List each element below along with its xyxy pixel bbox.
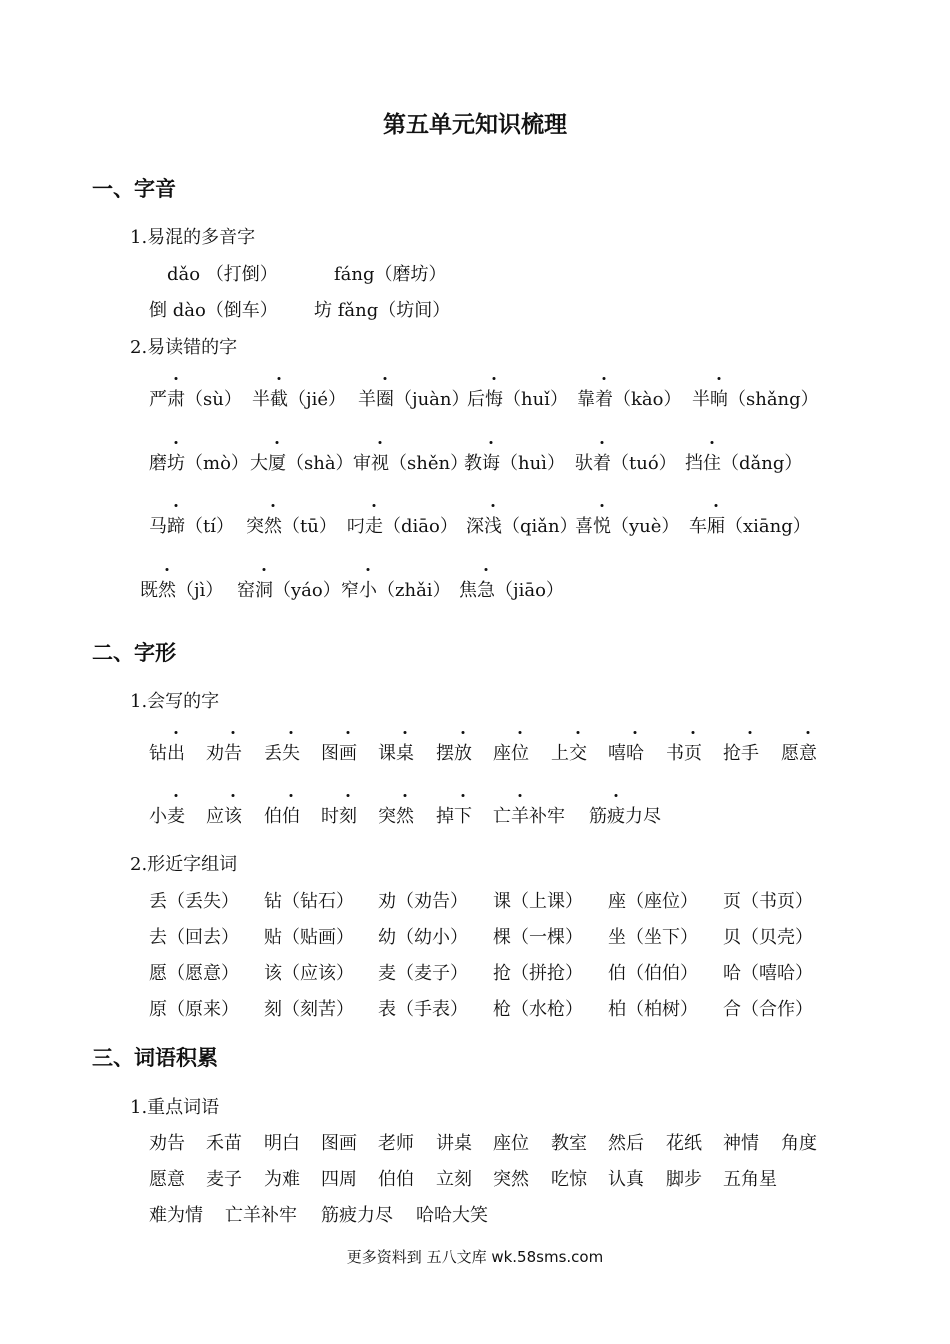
emphasis-dot-icon <box>175 441 178 444</box>
list-item: 喜悦（yuè） <box>575 512 679 538</box>
emphasis-dot-icon <box>404 731 407 734</box>
list-item: 丢（丢失） <box>149 891 239 912</box>
emphasis-dot-icon <box>749 731 752 734</box>
list-item: 劝告 <box>206 739 242 765</box>
emphasis-dot-icon <box>493 377 496 380</box>
list-item: 嘻哈 <box>608 739 644 765</box>
list-item: 驮着（tuó） <box>575 449 677 475</box>
emphasis-dot-icon <box>718 377 721 380</box>
list-item: 五角星 <box>723 1169 777 1190</box>
list-item: 丢失 <box>264 739 300 765</box>
list-item: 伯伯 <box>378 1169 414 1190</box>
list-item: 坐（坐下） <box>608 927 698 948</box>
list-item: 审视（shěn） <box>353 449 468 475</box>
list-item: 教室 <box>551 1133 587 1154</box>
emphasis-dot-icon <box>462 794 465 797</box>
emphasis-dot-icon <box>263 568 266 571</box>
list-item: 立刻 <box>436 1169 472 1190</box>
section-heading-vocab: 三、词语积累 <box>92 1046 218 1070</box>
list-item: 书页 <box>666 739 702 765</box>
emphasis-dot-icon <box>519 731 522 734</box>
footer-source: 更多资料到 五八文库 wk.58sms.com <box>346 1248 604 1266</box>
emphasis-dot-icon <box>232 794 235 797</box>
list-item: 叼走（diāo） <box>347 512 458 538</box>
emphasis-dot-icon <box>384 377 387 380</box>
list-item: 筋疲力尽 <box>321 1205 393 1226</box>
list-item: 上交 <box>551 739 587 765</box>
list-item: 为难 <box>264 1169 300 1190</box>
polyphonic-dao-1: dǎo （打倒） <box>167 264 278 285</box>
subheading-similar: 2.形近字组词 <box>130 854 238 875</box>
list-item: 认真 <box>608 1169 644 1190</box>
list-item: 抢手 <box>723 739 759 765</box>
list-item: 原（原来） <box>149 999 239 1020</box>
list-item: 表（手表） <box>378 999 468 1020</box>
list-item: 哈哈大笑 <box>416 1205 488 1226</box>
list-item: 花纸 <box>666 1133 702 1154</box>
list-item: 枪（水枪） <box>493 999 583 1020</box>
emphasis-dot-icon <box>711 441 714 444</box>
emphasis-dot-icon <box>373 504 376 507</box>
emphasis-dot-icon <box>367 568 370 571</box>
list-item: 吃惊 <box>551 1169 587 1190</box>
emphasis-dot-icon <box>175 504 178 507</box>
list-item: 挡住（dǎng） <box>685 449 802 475</box>
list-item: 窄小（zhǎi） <box>341 576 451 602</box>
subheading-key-words: 1.重点词语 <box>130 1097 220 1118</box>
list-item: 幼（幼小） <box>378 927 468 948</box>
list-item: 窑洞（yáo） <box>237 576 341 602</box>
list-item: 筋疲力尽 <box>589 802 661 828</box>
emphasis-dot-icon <box>272 504 275 507</box>
emphasis-dot-icon <box>807 731 810 734</box>
list-item: 伯伯 <box>264 802 300 828</box>
emphasis-dot-icon <box>519 794 522 797</box>
page-title: 第五单元知识梳理 <box>383 112 567 138</box>
list-item: 去（回去） <box>149 927 239 948</box>
list-item: 大厦（shà） <box>250 449 354 475</box>
list-item: 车厢（xiāng） <box>689 512 811 538</box>
list-item: 劝（劝告） <box>378 891 468 912</box>
list-item: 课桌 <box>378 739 414 765</box>
polyphonic-dao-2: 倒 dào（倒车） <box>149 300 278 321</box>
list-item: 神情 <box>723 1133 759 1154</box>
list-item: 既然（jì） <box>140 576 223 602</box>
list-item: 座位 <box>493 739 529 765</box>
list-item: 刻（刻苦） <box>264 999 354 1020</box>
subheading-polyphonic: 1.易混的多音字 <box>130 227 256 248</box>
list-item: 后悔（huǐ） <box>467 385 568 411</box>
list-item: 座（座位） <box>608 891 698 912</box>
subheading-writable: 1.会写的字 <box>130 691 220 712</box>
list-item: 明白 <box>264 1133 300 1154</box>
subheading-misread: 2.易读错的字 <box>130 337 238 358</box>
emphasis-dot-icon <box>490 441 493 444</box>
list-item: 亡羊补牢 <box>225 1205 297 1226</box>
list-item: 羊圈（juàn） <box>358 385 470 411</box>
emphasis-dot-icon <box>175 794 178 797</box>
list-item: 然后 <box>608 1133 644 1154</box>
emphasis-dot-icon <box>347 794 350 797</box>
emphasis-dot-icon <box>715 504 718 507</box>
list-item: 禾苗 <box>206 1133 242 1154</box>
list-item: 劝告 <box>149 1133 185 1154</box>
list-item: 图画 <box>321 739 357 765</box>
list-item: 钻（钻石） <box>264 891 354 912</box>
emphasis-dot-icon <box>615 794 618 797</box>
list-item: 磨坊（mò） <box>149 449 249 475</box>
list-item: 亡羊补牢 <box>493 802 565 828</box>
emphasis-dot-icon <box>290 794 293 797</box>
list-item: 愿（愿意） <box>149 963 239 984</box>
list-item: 页（书页） <box>723 891 813 912</box>
list-item: 合（合作） <box>723 999 813 1020</box>
list-item: 深浅（qiǎn） <box>466 512 578 538</box>
list-item: 老师 <box>378 1133 414 1154</box>
emphasis-dot-icon <box>485 568 488 571</box>
list-item: 时刻 <box>321 802 357 828</box>
list-item: 麦（麦子） <box>378 963 468 984</box>
list-item: 课（上课） <box>493 891 583 912</box>
list-item: 图画 <box>321 1133 357 1154</box>
list-item: 钻出 <box>149 739 185 765</box>
emphasis-dot-icon <box>166 568 169 571</box>
emphasis-dot-icon <box>692 731 695 734</box>
emphasis-dot-icon <box>634 731 637 734</box>
list-item: 半晌（shǎng） <box>692 385 819 411</box>
list-item: 讲桌 <box>436 1133 472 1154</box>
list-item: 贝（贝壳） <box>723 927 813 948</box>
emphasis-dot-icon <box>462 731 465 734</box>
list-item: 抢（拼抢） <box>493 963 583 984</box>
list-item: 突然 <box>378 802 414 828</box>
emphasis-dot-icon <box>278 377 281 380</box>
section-heading-form: 二、字形 <box>92 641 176 665</box>
emphasis-dot-icon <box>577 731 580 734</box>
list-item: 突然 <box>493 1169 529 1190</box>
emphasis-dot-icon <box>603 377 606 380</box>
list-item: 突然（tū） <box>246 512 337 538</box>
list-item: 难为情 <box>149 1205 203 1226</box>
list-item: 焦急（jiāo） <box>459 576 564 602</box>
list-item: 摆放 <box>436 739 472 765</box>
emphasis-dot-icon <box>232 731 235 734</box>
list-item: 麦子 <box>206 1169 242 1190</box>
polyphonic-fang-1: fáng（磨坊） <box>334 264 447 285</box>
list-item: 掉下 <box>436 802 472 828</box>
list-item: 座位 <box>493 1133 529 1154</box>
emphasis-dot-icon <box>404 794 407 797</box>
emphasis-dot-icon <box>601 441 604 444</box>
list-item: 哈（嘻哈） <box>723 963 813 984</box>
list-item: 教诲（huì） <box>464 449 565 475</box>
emphasis-dot-icon <box>492 504 495 507</box>
list-item: 小麦 <box>149 802 185 828</box>
emphasis-dot-icon <box>175 377 178 380</box>
list-item: 该（应该） <box>264 963 354 984</box>
list-item: 愿意 <box>149 1169 185 1190</box>
emphasis-dot-icon <box>601 504 604 507</box>
list-item: 严肃（sù） <box>149 385 242 411</box>
list-item: 马蹄（tí） <box>149 512 234 538</box>
list-item: 靠着（kào） <box>577 385 681 411</box>
emphasis-dot-icon <box>379 441 382 444</box>
list-item: 四周 <box>321 1169 357 1190</box>
emphasis-dot-icon <box>175 731 178 734</box>
polyphonic-fang-2: 坊 fǎng（坊间） <box>314 300 451 321</box>
list-item: 棵（一棵） <box>493 927 583 948</box>
emphasis-dot-icon <box>347 731 350 734</box>
section-heading-pronunciation: 一、字音 <box>92 177 176 201</box>
list-item: 脚步 <box>666 1169 702 1190</box>
emphasis-dot-icon <box>290 731 293 734</box>
emphasis-dot-icon <box>276 441 279 444</box>
list-item: 应该 <box>206 802 242 828</box>
list-item: 伯（伯伯） <box>608 963 698 984</box>
list-item: 贴（贴画） <box>264 927 354 948</box>
list-item: 角度 <box>781 1133 817 1154</box>
list-item: 愿意 <box>781 739 817 765</box>
list-item: 柏（柏树） <box>608 999 698 1020</box>
list-item: 半截（jié） <box>252 385 346 411</box>
